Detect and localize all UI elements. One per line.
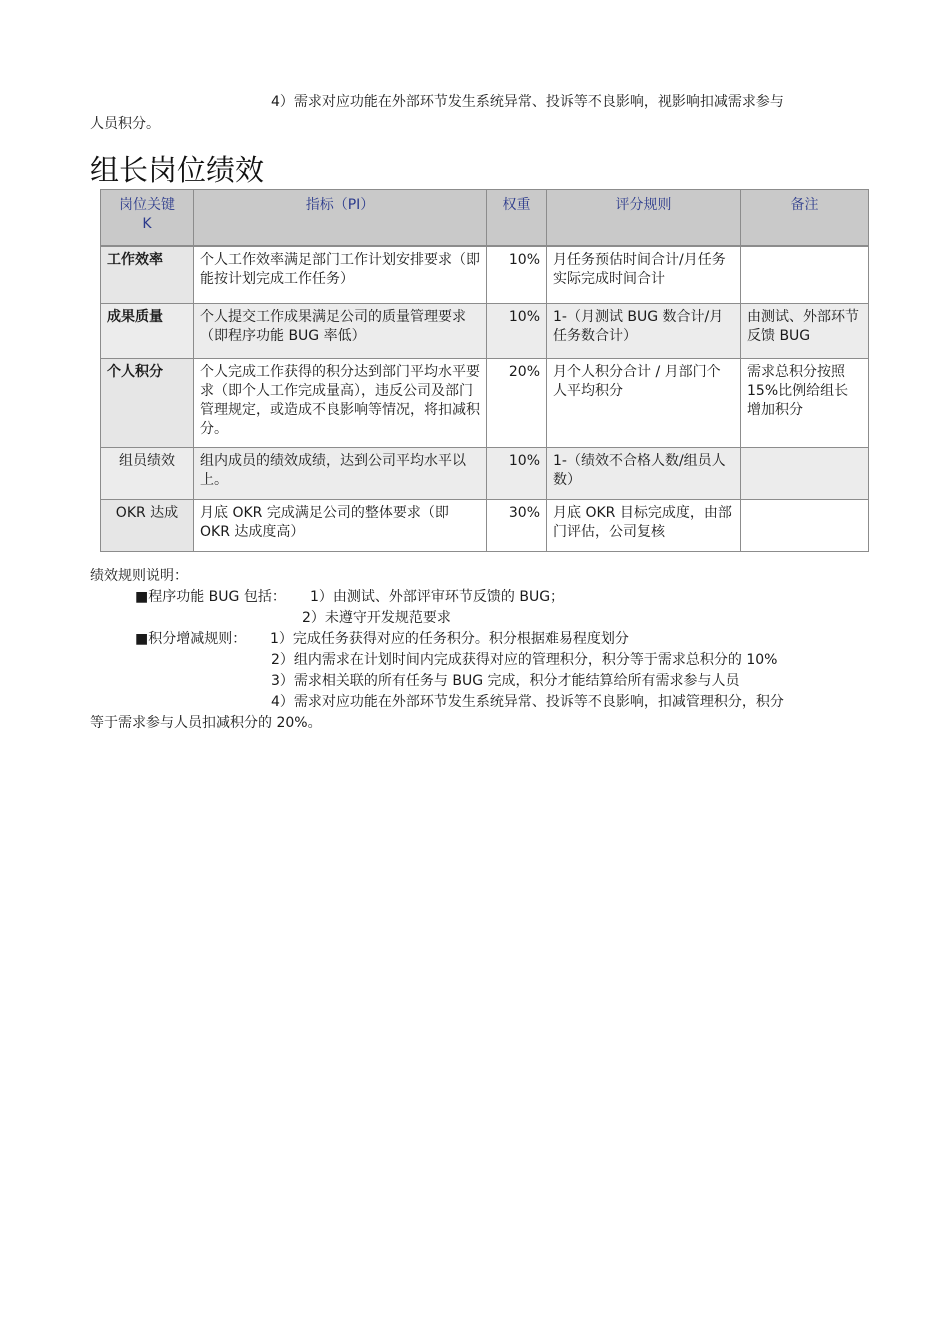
row-pi: 个人完成工作获得的积分达到部门平均水平要求（即个人工作完成量高），违反公司及部门管理规定，或造成不良影响等情况，将扣减积分。 [194,359,487,448]
row-note [741,448,869,500]
table-row [101,448,869,500]
header-pi: 指标（PI） [194,190,487,247]
row-kpi-name: OKR 达成 [101,500,194,552]
header-weight: 权重 [487,190,547,247]
header-note: 备注 [741,190,869,247]
row-pi: 个人提交工作成果满足公司的质量管理要求（即程序功能 BUG 率低） [194,304,487,359]
points-rule-item-3: 3）需求相关联的所有任务与 BUG 完成，积分才能结算给所有需求参与人员 [271,673,740,689]
row-scoring-rule: 月个人积分合计 / 月部门个人平均积分 [547,359,741,448]
row-kpi-name: 工作效率 [101,246,194,304]
row-pi: 组内成员的绩效成绩，达到公司平均水平以上。 [194,448,487,500]
row-scoring-rule: 1-（月测试 BUG 数合计/月任务数合计） [547,304,741,359]
header-kpi-key-line2: K [142,216,152,232]
bug-definition-item-1: 1）由测试、外部评审环节反馈的 BUG； [310,589,565,605]
table-row [101,246,869,304]
row-note: 需求总积分按照15%比例给组长增加积分 [741,359,869,448]
row-weight: 10% [487,304,547,359]
header-scoring-rule: 评分规则 [547,190,741,247]
bug-definition-item-2: 2）未遵守开发规范要求 [302,610,451,626]
kpi-table [100,189,869,552]
points-rule-item-1: 1）完成任务获得对应的任务积分。积分根据难易程度划分 [270,631,629,647]
row-kpi-name: 成果质量 [101,304,194,359]
row-weight: 30% [487,500,547,552]
row-scoring-rule: 1-（绩效不合格人数/组员人数） [547,448,741,500]
bug-definition-label: ■程序功能 BUG 包括： [135,589,286,605]
row-kpi-name: 个人积分 [101,359,194,448]
points-rule-item-2: 2）组内需求在计划时间内完成获得对应的管理积分，积分等于需求总积分的 10% [271,652,778,668]
header-kpi-key-line1: 岗位关键 [119,197,175,213]
row-kpi-name: 组员绩效 [101,448,194,500]
row-scoring-rule: 月底 OKR 目标完成度，由部门评估，公司复核 [547,500,741,552]
row-weight: 10% [487,246,547,304]
row-note [741,246,869,304]
row-scoring-rule: 月任务预估时间合计/月任务实际完成时间合计 [547,246,741,304]
row-pi: 个人工作效率满足部门工作计划安排要求（即能按计划完成工作任务） [194,246,487,304]
section-title: 组长岗位绩效 [90,153,265,187]
table-row [101,359,869,448]
notes-heading: 绩效规则说明： [90,568,188,584]
header-kpi-key [101,190,194,247]
row-pi: 月底 OKR 完成满足公司的整体要求（即 OKR 达成度高） [194,500,487,552]
row-note: 由测试、外部环节反馈 BUG [741,304,869,359]
table-row [101,500,869,552]
points-rule-item-4-line-2: 等于需求参与人员扣减积分的 20%。 [90,715,322,731]
row-note [741,500,869,552]
row-weight: 10% [487,448,547,500]
points-rule-label: ■积分增减规则： [135,631,247,647]
points-rule-item-4-line-1: 4）需求对应功能在外部环节发生系统异常、投诉等不良影响，扣减管理积分，积分 [271,694,784,710]
row-weight: 20% [487,359,547,448]
intro-paragraph-line-2: 人员积分。 [90,116,160,132]
intro-paragraph-line-1: 4）需求对应功能在外部环节发生系统异常、投诉等不良影响，视影响扣减需求参与 [271,94,784,110]
table-header-row [101,190,869,247]
table-row [101,304,869,359]
